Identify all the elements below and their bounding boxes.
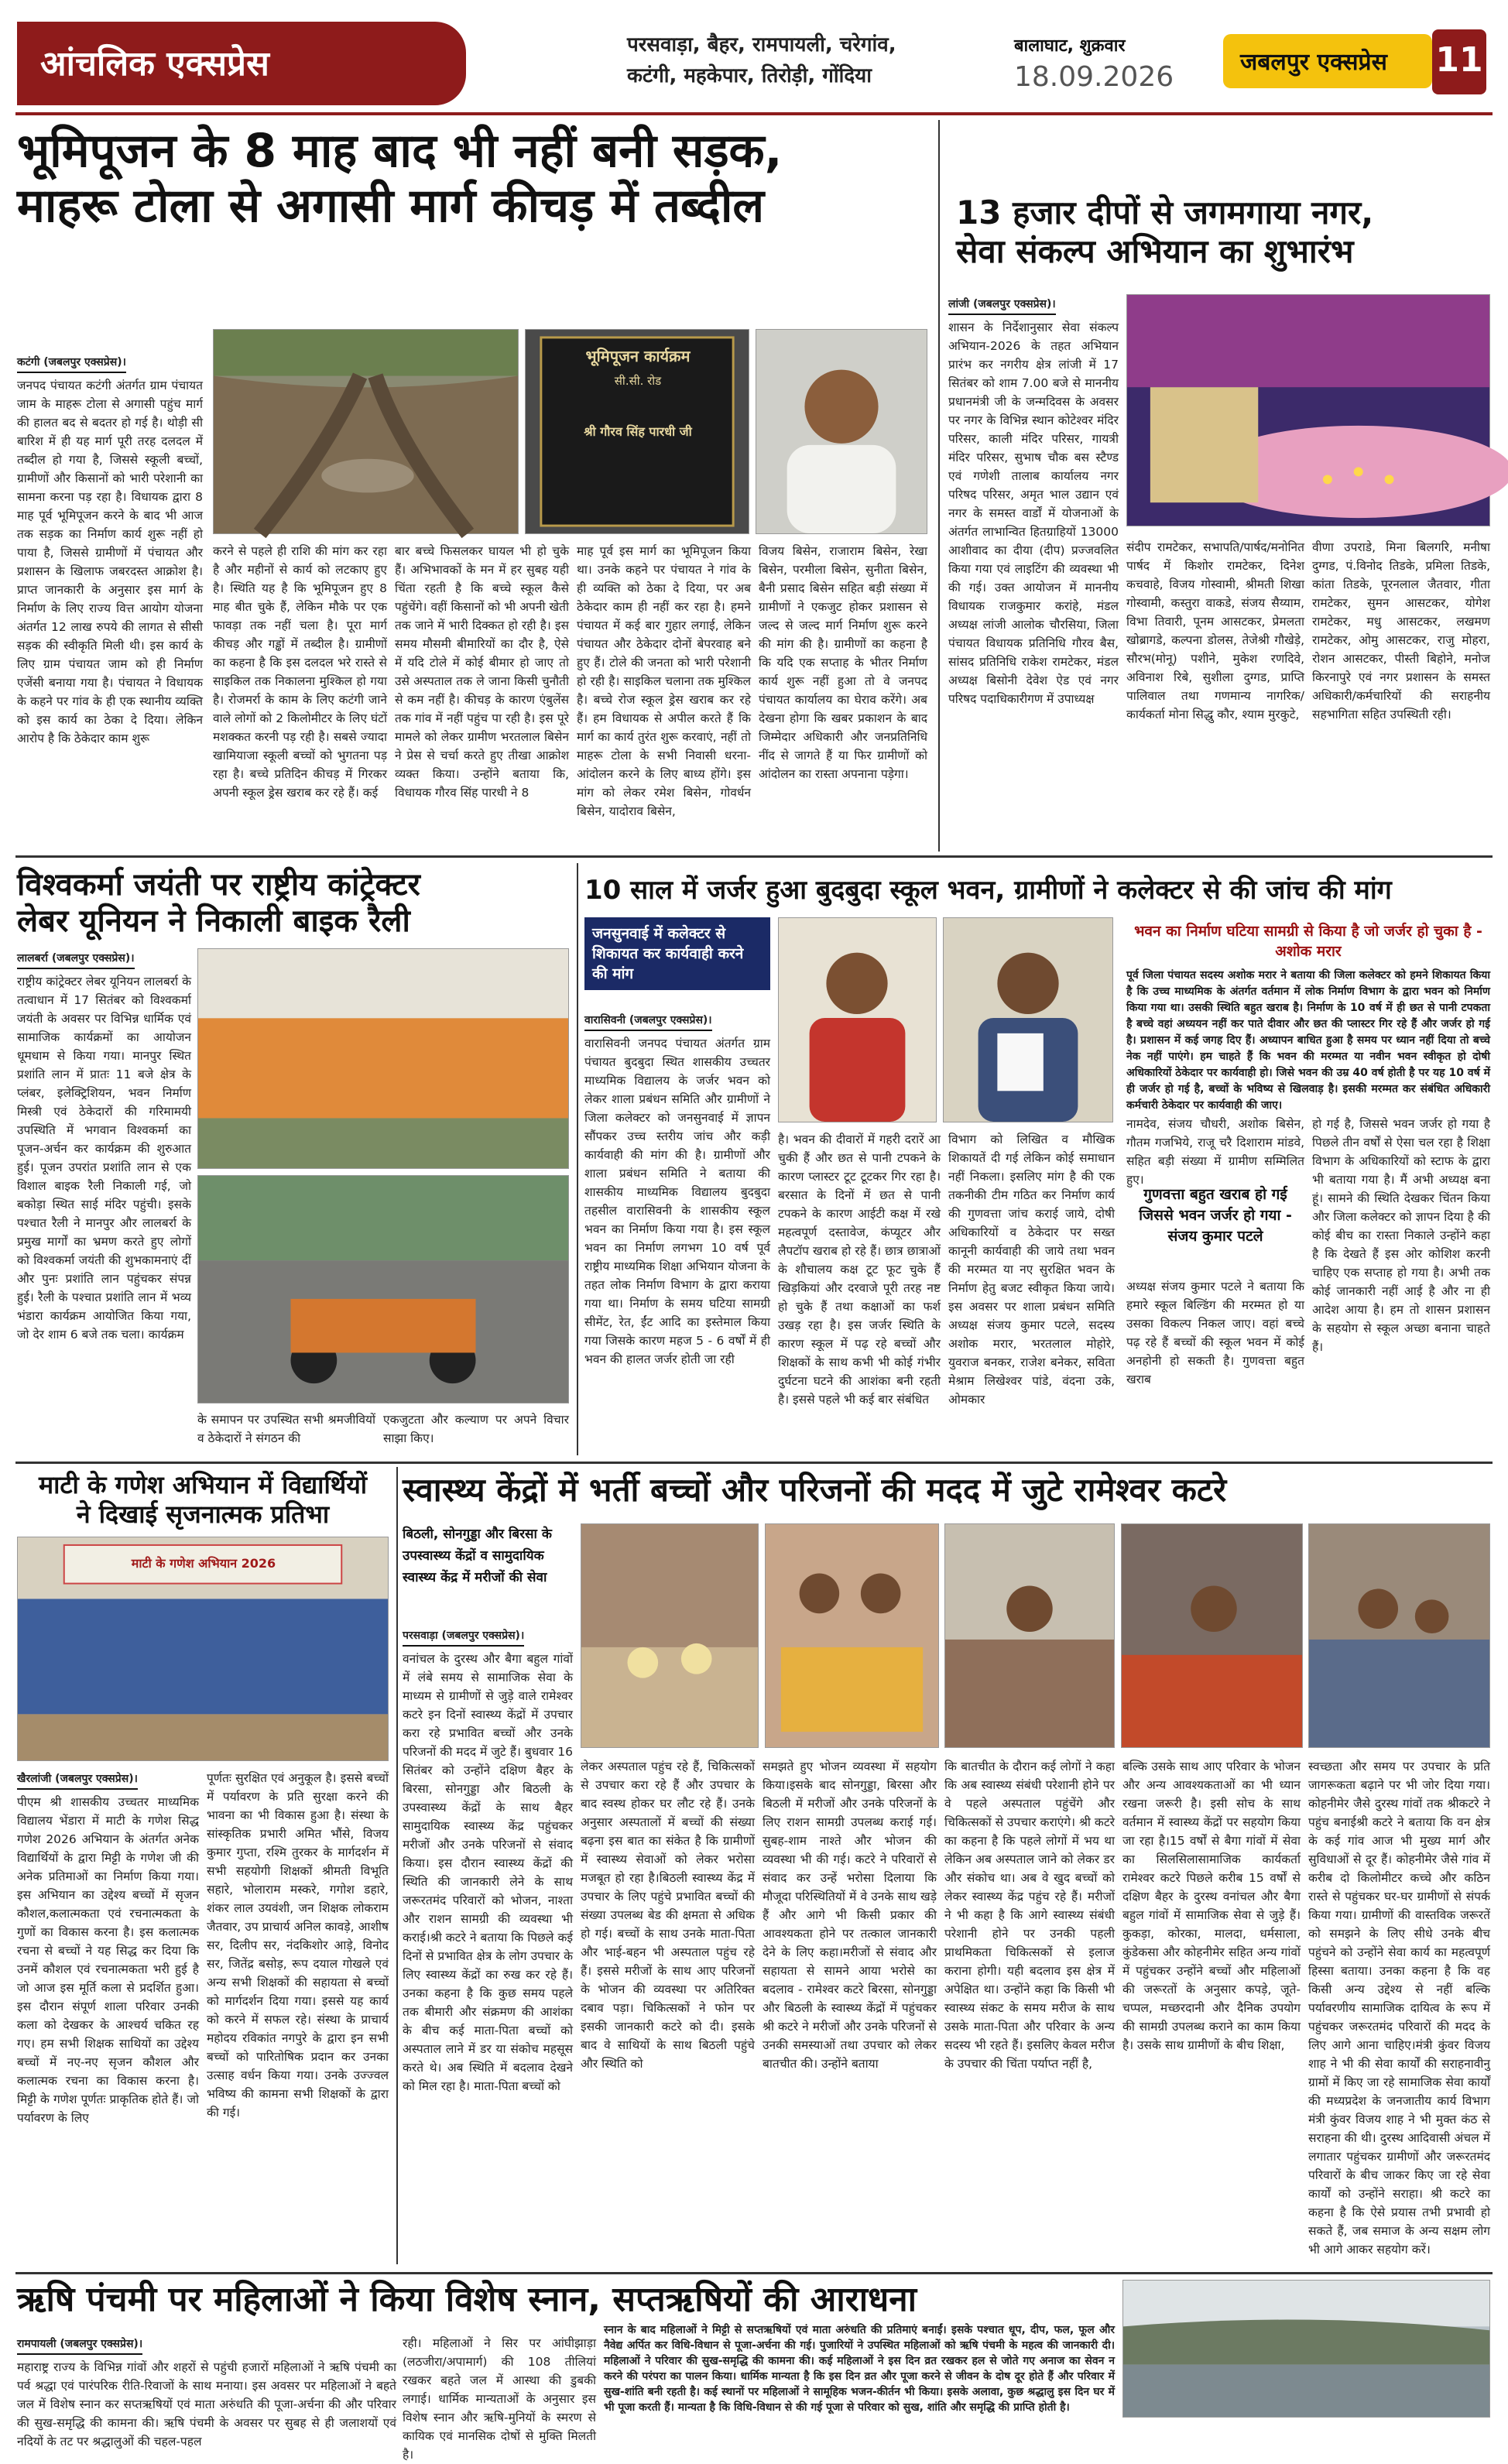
story1-headline-line2: माहरू टोला से अगासी मार्ग कीचड़ में तब्दील (17, 178, 765, 233)
story7-col-3 (604, 2322, 1115, 2419)
story2-col-1 (948, 294, 1119, 848)
health-centre-photo-1 (581, 1523, 759, 1748)
story5-text-2: पूर्णतः सुरक्षित एवं अनुकूल है। इससे बच्चों में पर्यावरण के प्रति सुरक्षा करने की भावना का भी विकास हुआ है। संस्था के सांस्कृतिक प्रभारी अमित भौंसे, विजय कुमार गुप्ता, रश्मि तुरकर के मार्गदर्शन में सभी सहयोगी शिक्षकों श्रीमती विभूति सहारे, भोलाराम मस्करे, गगोश डहारे, शंकर लाल उयवंशी, जन शिक्षक लोकराम जैतवार, उप प्राचार्य अनिल कावड़े, आशीष सर, दिलीप सर, नंदकिशोर आड़े, विनोद सर, जितेंद्र बसोड़, रूप दयाल गोखले एवं अन्य सभी शिक्षकों की सहायता से बच्चों को मार्गदर्शन दिया गया। इससे यह कार्य को करने में सफल रहे। संस्था के प्राचार्य महोदय रविकांत नगपुरे के द्वारा इन सभी बच्चों को पारितोषिक प्रदान कर उनका उत्साह वर्धन किया गया। उनके उज्ज्वल भविष्य की कामना सभी शिक्षकों के द्वारा की गई। (207, 1771, 389, 2120)
story5-col-1 (17, 1769, 199, 2264)
column-divider (396, 1467, 398, 2264)
places-list (627, 29, 991, 91)
story4-subhead-2: गुणवत्ता बहुत खराब हो गई जिससे भवन जर्जर हो गया - संजय कुमार पटले (1139, 1186, 1292, 1245)
story4-headline: 10 साल में जर्जर हुआ बुदबुदा स्कूल भवन, ग्रामीणों ने कलेक्टर से की जांच की मांग (584, 875, 1392, 906)
petitioner-photo-2 (943, 917, 1113, 1122)
diya-lighting-photo (1126, 294, 1490, 526)
story3-headline-line2: लेबर यूनियन ने निकाली बाइक रैली (17, 903, 410, 940)
section-banner (17, 22, 466, 105)
story2-headline-line2: सेवा संकल्प अभियान का शुभारंभ (956, 231, 1354, 270)
dateline-block (1014, 31, 1215, 93)
story4-text-4: नामदेव, संजय चौधरी, अशोक बिसेन, गौतम गजभिये, राजू चरै दिशाराम मांडवे, सहित बड़ी संख्या में ग्रामीण सम्मिलित हुए। (1126, 1117, 1304, 1187)
story3-headline (17, 867, 574, 940)
plaque-line-1: सी.सी. रोड (614, 374, 662, 388)
story4-col-2 (778, 1130, 941, 1455)
story4-text-2: है। भवन की दीवारों में गहरी दरारें आ चुकी हैं और छत से पानी टपकने के कारण प्लास्टर टूट टूटकर गिर रहा है। बरसात के दिनों में छत से पानी टपकने के कारण आईटी कक्ष में रखे महत्वपूर्ण दस्तावेज, कंप्यूटर और लैपटॉप खराब हो रहे हैं। छात्र छात्राओं के शौचालय कक्ष टूट फूट चुके हैं खिड़कियां और दरवाजे पूरी तरह नष्ट हो चुके हैं तथा कक्षाओं का फर्श उखड़ रहा है। इस जर्जर स्थिति के कारण स्कूल में पढ़ रहे बच्चों और शिक्षकों के साथ कभी भी कोई गंभीर दुर्घटना घटने की आशंका बनी रहती है। इससे पहले भी कई बार संबंधित (778, 1133, 941, 1407)
story3-col-2 (197, 1410, 375, 1449)
story6-text-2: लेकर अस्पताल पहुंच रहे हैं, चिकित्सकों से उपचार करा रहे हैं और उपचार के बाद स्वस्थ होकर घर लौट रहे हैं। उनके अनुसार अस्पतालों में बच्चों की संख्या बढ़ना इस बात का संकेत है कि ग्रामीणों में स्वास्थ्य सेवाओं को लेकर भरोसा मजबूत हो रहा है।बिठली स्वास्थ्य केंद्र में उपचार के लिए पहुंचे प्रभावित बच्चों की संख्या उपलब्ध बेड की क्षमता से अधिक हो गई। बच्चों के साथ उनके माता-पिता और भाई-बहन भी अस्पताल पहुंच रहे हैं। इससे मरीजों के साथ आए परिजनों के भोजन की व्यवस्था पर अतिरिक्त दबाव पड़ा। चिकित्सकों ने फोन पर इसकी जानकारी कटरे को दी। इसके बाद वे साथियों के साथ बिठली पहुंचे और स्थिति को (581, 1760, 755, 2071)
story4-box-title: भवन का निर्माण घटिया सामग्री से किया है जो जर्जर हो चुका है - अशोक मरार (1134, 923, 1482, 960)
health-centre-photo-5 (1308, 1523, 1490, 1748)
row-divider (15, 1462, 1493, 1464)
story2-col-3 (1312, 538, 1490, 848)
story2-text-2: संदीप रामटेकर, सभापति/पार्षद/मनोनित पार्षद में किशोर रामटेकर, दिनेश कचवाहे, विजय गोस्वामी, श्रीमती शिखा गोस्वामी, कस्तुरा वाकडे, संजय सैय्याम, विभा तिवारी, पूनम आसटकर, प्रेमलता खोब्रागडे, कल्पना डोलस, तेजेश्री गौखेड़े, सौरभ(मोनू) पशीने, मुकेश रणदिवे, अविनाश रिबे, सुशीला दुग्गड, प्राप्ति पालिवाल तथा गणमान्य नागरिक/कार्यकर्ता मोना सिद्धु कौर, श्याम मुरकुटे, (1126, 540, 1304, 721)
story1-text-3: बार बच्चे फिसलकर घायल भी हो चुके हैं। अभिभावकों के मन में हर सुबह यही चिंता रहती है कि बच्चे स्कूल कैसे पहुंचेंगे। वहीं किसानों को भी अपनी खेती तक जाने में भारी दिक्कत हो रही है। इस समय मौसमी बीमारियों का दौर है, ऐसे में यदि टोले में कोई बीमार हो जाए तो उसे अस्पताल तक ले जाना किसी चुनौती से कम नहीं है। कीचड़ के कारण एंबुलेंस तक गांव में नहीं पहुंच पा रही है। इस पूरे मामले को लेकर ग्रामीण भरतलाल बिसेन ने प्रेस से चर्चा करते हुए तीखा आक्रोश व्यक्त किया। उन्होंने बताया कि, विधायक गौरव सिंह पारधी ने 8 (395, 544, 569, 800)
story2-col-2 (1126, 538, 1304, 848)
story7-text-3: स्नान के बाद महिलाओं ने मिट्टी से सप्तऋषियों एवं माता अरुंधति की प्रतिमाएं बनाईं। इसके पश्चात धूप, दीप, फल, फूल और नैवेद्य अर्पित कर विधि-विधान से पूजा-अर्चना की गई। पुजारियों ने उपस्थित महिलाओं को ऋषि पंचमी के महत्व की जानकारी दी। महिलाओं ने परिवार की सुख-समृद्धि की कामना की। कई महिलाओं ने इस दिन व्रत रखकर हल से जोते गए अनाज का सेवन न करने की परंपरा का पालन किया। धार्मिक मान्यता है कि इस दिन व्रत और पूजा करने से जीवन के दोष दूर होते हैं और परिवार में सुख-शांति बनी रहती है। कई स्थानों पर महिलाओं ने सामूहिक भजन-कीर्तन भी किया। इसके अलावा, कुछ श्रद्धालु इस दिन घर में भी पूजा करती हैं। मान्यता है कि विधि-विधान से की गई पूजा से परिवार को सुख, शांति और समृद्धि की प्राप्ति होती है। (604, 2324, 1115, 2414)
issue-date: 18.09.2026 (1014, 61, 1174, 93)
health-centre-photo-3 (944, 1523, 1115, 1748)
story2-text-3: वीणा उपराडे, मिना बिलगरि, मनीषा दुग्गड, पं.विनोद तिडके, प्रमिला तिडके, कांता तिडके, पूरनलाल जैतवार, गीता रामटेकर, सुमन आसटकर, योगेश रामटेकर, मधु आसटकर, लखमण रामटेकर, ओमु आसटकर, राजु मोहरा, रोशन आसटकर, पीस्ती बिहोने, मनोज किरनापुरे एवं नगर प्रशासन के समस्त अधिकारी/कर्मचारियों की सराहनीय सहभागिता सहित उपस्थिती रही। (1312, 540, 1490, 721)
row-divider (15, 855, 1493, 858)
story5-text-1: पीएम श्री शासकीय उच्चतर माध्यमिक विद्यालय भेंडारा में माटी के गणेश सिद्ध गणेश 2026 अभियान के अंतर्गत अनेक विद्यार्थियों के द्वारा मिट्टी के गणेश जी की अनेक प्रतिमाओं का निर्माण किया गया। इस अभियान का उद्देश्य बच्चों में सृजन कौशल,कलात्मकता एवं रचनात्मकता के गुणों का विकास करना है। इस कलात्मक रचना से बच्चों ने यह सिद्ध कर दिया कि उनमें कौशल एवं रचनात्मकता भरी हुई है जो आज इस मूर्ति कला से प्रदर्शित हुआ। इस दौरान संपूर्ण शाला परिवार उनकी कला को देखकर के आश्चर्य चकित रह गए। हम सभी शिक्षक साथियों का उद्देश्य बच्चों में नए-नए सृजन कौशल और कलात्मक रचना का विकास करना है। मिट्टी के गणेश पूर्णतः प्राकृतिक होते हैं। जो पर्यावरण के लिए (17, 1795, 199, 2125)
union-group-photo (197, 948, 569, 1169)
villager-portrait-photo (756, 329, 927, 534)
story7-col-2 (403, 2334, 596, 2462)
location-day: बालाघाट, शुक्रवार (1014, 36, 1126, 56)
story1-col-3 (395, 542, 569, 848)
column-divider (577, 863, 578, 1455)
story4-col-3 (948, 1130, 1115, 1455)
story2-dateline: लांजी (जबलपुर एक्सप्रेस)। (948, 295, 1056, 315)
row-divider (15, 2272, 1493, 2274)
story1-text-4: माह पूर्व इस मार्ग का भूमिपूजन किया था। उनके कहने पर पंचायत ने गांव के ही व्यक्ति को ठेका दे दिया, पर अब ठेकेदार काम ही नहीं कर रहा है। हमने पंचायत में कई बार गुहार लगाई, लेकिन पंचायत और ठेकेदार दोनों बेपरवाह बने हुए हैं। टोले की जनता को भारी परेशानी हो रही है। साइकिल चलाना तक मुश्किल है। बच्चे रोज स्कूल ड्रेस खराब कर रहे हैं। हम विधायक से अपील करते हैं कि मार्ग का कार्य तुरंत शुरू करवाएं, नहीं तो माहरू टोला के सभी निवासी धरना-आंदोलन करने के लिए बाध्य होंगे। इस मांग को लेकर रमेश बिसेन, गोवर्धन बिसेन, यादोराव बिसेन, (577, 544, 751, 818)
story1-dateline: कटंगी (जबलपुर एक्सप्रेस)। (17, 353, 126, 373)
story4-dateline: वारासिवनी (जबलपुर एक्सप्रेस)। (584, 1011, 712, 1031)
page-number: 11 (1432, 29, 1486, 94)
ganesh-banner-text: माटी के गणेश अभियान 2026 (131, 1556, 276, 1571)
story4-col-5 (1312, 1115, 1490, 1455)
story4-text-1: वारासिवनी जनपद पंचायत अंतर्गत ग्राम पंचायत बुदबुदा स्थित शासकीय उच्चतर माध्यमिक विद्यालय के जर्जर भवन को लेकर शाला प्रबंधन समिति और ग्रामीणों ने जिला कलेक्टर को जनसुनवाई में ज्ञापन सौंपकर उच्च स्तरीय जांच और कड़ी कार्यवाही की मांग की है। ग्रामीणों और शाला प्रबंधन समिति ने बताया की शासकीय माध्यमिक विद्यालय बुदबुदा तहसील वारासिवनी के शासकीय स्कूल भवन का निर्माण किया गया है। इस स्कूल भवन का निर्माण लगभग 10 वर्ष पूर्व राष्ट्रीय माध्यमिक शिक्षा अभियान योजना के तहत लोक निर्माण विभाग के द्वारा कराया गया था। निर्माण के समय घटिया सामग्री सीमेंट, रेत, ईंट आदि का इस्तेमाल किया गया जिसके कारण महज 5 - 6 वर्षों में ही भवन की हालत जर्जर होती जा रही (584, 1037, 770, 1366)
story3-text-1: राष्ट्रीय कांट्रेक्टर लेबर यूनियन लालबर्रा के तत्वाधान में 17 सितंबर को विश्वकर्मा जयंती के अवसर पर विभिन्न धार्मिक एवं सामाजिक कार्यक्रमों का आयोजन धूमधाम से किया गया। मानपुर स्थित प्रशांति लान में प्रातः 11 बजे क्षेत्र के प्लंबर, इलेक्ट्रिशियन, भवन निर्माण मिस्त्री एवं ठेकेदारों की गरिमामयी उपस्थिति में भगवान विश्वकर्मा का पूजन-अर्चन कर कार्यक्रम की शुरुआत हुई। पूजन उपरांत प्रशांति लान से एक विशाल बाइक रैली निकाली गई, जो बकोड़ा स्थित साई मंदिर पहुंची। इसके पश्चात रैली ने मानपुर और लालबर्रा के प्रमुख मार्गों का भ्रमण करते हुए लोगों को विश्वकर्मा जयंती की शुभकामनाएं दीं और पुनः प्रशांति लान पहुंचकर संपन्न हुई। रैली के पश्चात प्रशांति लान में भव्य भंडारा कार्यक्रम आयोजित किया गया, जो देर शाम 6 बजे तक चला। कार्यक्रम (17, 975, 191, 1342)
story6-text-1: वनांचल के दुरस्थ और बैगा बहुल गांवों में लंबे समय से सामाजिक सेवा के माध्यम से ग्रामीणों से जुड़े वाले रामेश्वर कटरे इन दिनों स्वास्थ्य केंद्रों में उपचार करा रहे प्रभावित बच्चों और उनके परिजनों की मदद में जुटे हैं। बुधवार 16 सितंबर को उन्होंने दक्षिण बैहर के बिरसा, सोनगुड्डा और बिठली के उपस्वास्थ्य केंद्रों के साथ बैहर सामुदायिक स्वास्थ्य केंद्र पहुंचकर मरीजों और उनके परिजनों से संवाद किया। इस दौरान स्वास्थ्य केंद्रों की स्थिति की जानकारी लेने के साथ जरूरतमंद परिवारों को भोजन, नाश्ता और राशन सामग्री की व्यवस्था भी कराई।श्री कटरे ने बताया कि पिछले कई दिनों से प्रभावित क्षेत्र के लोग उपचार के लिए स्वास्थ्य केंद्रों का रुख कर रहे हैं। उनका कहना है कि कुछ समय पहले तक बीमारी और संक्रमण की आशंका के बीच कई माता-पिता बच्चों को अस्पताल लाने में डर या संकोच महसूस करते थे। अब स्थिति में बदलाव देखने को मिल रहा है। माता-पिता बच्चों को (403, 1652, 573, 2093)
story6-text-3: समझते हुए भोजन व्यवस्था में सहयोग किया।इसके बाद सोनगुड्डा, बिरसा और बिठली में मरीजों और उनके परिजनों के लिए राशन सामग्री उपलब्ध कराई गई। सुबह-शाम नाश्ते और भोजन की व्यवस्था भी की गई। कटरे ने परिवारों से संवाद कर उन्हें भरोसा दिलाया कि मौजूदा परिस्थितियों में वे उनके साथ खड़े हैं और आगे भी किसी प्रकार की आवश्यकता होने पर तत्काल जानकारी देने के लिए कहा।मरीजों से संवाद और सहायता से सामने आया भरोसे का बदलाव - रामेश्वर कटरे बिरसा, सोनगुड्डा और बिठली के स्वास्थ्य केंद्रों में पहुंचकर श्री कटरे ने मरीजों और उनके परिजनों से उनकी समस्याओं तथा उपचार को लेकर बातचीत की। उन्होंने बताया (763, 1760, 937, 2071)
story6-text-6: स्वच्छता और समय पर उपचार के प्रति जागरूकता बढ़ाने पर भी जोर दिया गया।कोहनीमेर जैसे दुरस्थ गांवों तक श्रीकटरे ने पहुंच बनाईश्री कटरे ने बताया कि वन क्षेत्र के कई गांव आज भी मुख्य मार्ग और सुविधाओं से दूर हैं। कोहनीमेर जैसे गांव में करीब दो किलोमीटर कच्चे और कठिन रास्ते से पहुंचकर घर-घर ग्रामीणों से संपर्क किया गया। ग्रामीणों की वास्तविक जरूरतें को समझने के लिए सीधे उनके बीच पहुंचने को उन्होंने सेवा कार्य का महत्वपूर्ण हिस्सा बताया। उनका कहना है कि वह किसी अन्य उद्देश्य से नहीं बल्कि पर्यावरणीय सामाजिक दायित्व के रूप में पहुंचकर जरूरतमंद परिवारों की मदद के लिए आगे आना चाहिए।मंत्री कुंवर विजय शाह ने भी की सेवा कार्यों की सराहनावीनु ग्रामों में किए जा रहे सामाजिक सेवा कार्यों की मध्यप्रदेश के जनजातीय कार्य विभाग मंत्री कुंवर विजय शाह ने भी मुक्त कंठ से सराहना की थी। दुरस्थ आदिवासी अंचल में लगातार पहुंचकर ग्रामीणों और जरूरतमंद परिवारों के बीच जाकर किए जा रहे सेवा कार्यों को उन्होंने सराहा। श्री कटरे का कहना है कि ऐसे प्रयास तभी प्रभावी हो सकते हैं, जब समाज के अन्य सक्षम लोग भी आगे आकर सहयोग करें। (1308, 1760, 1490, 2257)
story6-col-2 (581, 1757, 755, 2264)
story3-col-3 (383, 1410, 569, 1449)
health-centre-photo-2 (765, 1523, 939, 1748)
story1-text-1: जनपद पंचायत कटंगी अंतर्गत ग्राम पंचायत जाम के माहरू टोला से अगासी पहुंच मार्ग की हालत बद से बदतर हो गई है। थोड़ी सी बारिश में ही यह मार्ग पूरी तरह दलदल में तब्दील हो गया है, जिससे स्कूली बच्चों, ग्रामीणों और किसानों को भारी परेशानी का सामना करना पड़ रहा है। विधायक द्वारा 8 माह पूर्व भूमिपूजन करने के बाद भी आज तक सड़क का निर्माण कार्य शुरू नहीं हो पाया है, जिससे ग्रामीणों में पंचायत और प्रशासन के खिलाफ जबरदस्त आक्रोश है। प्राप्त जानकारी के अनुसार इस मार्ग के निर्माण के लिए राज्य वित्त आयोग योजना अंतर्गत 12 लाख रुपये की लागत से सीसी सड़क की स्वीकृति मिली थी। इस कार्य के लिए ग्राम पंचायत जाम को ही निर्माण एजेंसी बनाया गया है। पंचायत ने विधायक के कहने पर गांव के ही एक स्थानीय व्यक्ति को इस कार्य का ठेका दे दिया। लेकिन आरोप है कि ठेकेदार काम शुरू (17, 379, 203, 745)
story6-col-6 (1308, 1757, 1490, 2264)
petitioner-photo-1 (778, 917, 937, 1122)
story1-headline (17, 124, 931, 234)
places-line-2: कटंगी, महकेपार, तिरोड़ी, गोंदिया (627, 64, 872, 87)
story5-headline-line2: ने दिखाई सृजनात्मक प्रतिभा (76, 1499, 330, 1529)
story1-col-2 (213, 542, 387, 848)
story4-col-1 (584, 1010, 770, 1455)
plaque-title: भूमिपूजन कार्यक्रम (585, 347, 691, 365)
story6-col-1 (403, 1626, 573, 2264)
story5-headline-line1: माटी के गणेश अभियान में विद्यार्थियों (38, 1470, 368, 1499)
story7-text-2: रही। महिलाओं ने सिर पर आंघीझाड़ा (लठजीरा/अपामार्ग) की 108 तीलियां रखकर बहते जल में आस्था की डुबकी लगाई। धार्मिक मान्यताओं के अनुसार इस विशेष स्नान और ऋषि-मुनियों के स्मरण से कायिक एवं मानसिक दोषों से मुक्ति मिलती है। (403, 2336, 596, 2462)
story1-headline-line1: भूमिपूजन के 8 माह बाद भी नहीं बनी सड़क, (17, 124, 783, 178)
story4-box-text: पूर्व जिला पंचायत सदस्य अशोक मरार ने बताया की जिला कलेक्टर को हमने शिकायत किया है कि उच्च माध्यमिक के अंतर्गत वर्तमान में लोक निर्माण विभाग के द्वारा भवन को निर्माण किया गया था। उसकी स्थिति बहुत खराब है। निर्माण के 10 वर्ष में ही छत से पानी टपकता है बच्चे वहां अध्ययन नहीं कर पाते दीवार और छत की प्लास्टर गिर रहे हैं और जर्जर हो गई है। प्रशासन में कई जगह दिए हैं। अध्यापन बाधित हुआ है समय पर ध्यान नहीं दिया तो बच्चे नेक नहीं पाएंगे। हम चाहते हैं कि भवन की मरम्मत या नवीन भवन स्वीकृत हो दोषी अधिकारियों ठेकेदार पर कार्यवाही हो। जिसे भवन की उम्र 40 वर्ष होती है पर यह 10 वर्ष में ही जर्जर हो गई है, बच्चों के भविष्य से खिलवाड़ है। इसकी मरम्मत कर संबंधित अधिकारी कर्मचारी ठेकेदार पर कार्यवाही की जाए। (1126, 969, 1490, 1112)
story4-text-3: विभाग को लिखित व मौखिक शिकायतें दी गई लेकिन कोई समाधान नहीं निकला। इसलिए मांग है की एक तकनीकी टीम गठित कर निर्माण कार्य की गुणवत्ता जांच कराई जाये, दोषी अधिकारियों व ठेकेदार पर सख्त कानूनी कार्यवाही की जाये तथा भवन की मरम्मत या नए सुरक्षित भवन के निर्माण हेतु बजट स्वीकृत किया जाये। इस अवसर पर शाला प्रबंधन समिति अध्यक्ष संजय कुमार पटले, सदस्य अशोक मरार, भरतलाल मोहोरे, युवराज बनकर, राजेश बनेकर, सविता मेश्राम लिखेश्वर पांडे, वंदना उके, ओमकार (948, 1133, 1115, 1407)
story6-text-4: कि बातचीत के दौरान कई लोगों ने कहा कि अब स्वास्थ्य संबंधी परेशानी होने पर वे पहले अस्पताल पहुंचेंगे और चिकित्सकों से उपचार कराएंगे। श्री कटरे का कहना है कि पहले लोगों में भय था लेकिन अब अस्पताल जाने को लेकर डर और संकोच था। अब वे खुद बच्चों को लेकर स्वास्थ्य केंद्र पहुंच रहे हैं। मरीजों ने भी कहा है कि आगे स्वास्थ्य संबंधी परेशानी होने पर उनकी पहली प्राथमिकता चिकित्सकों से इलाज कराना होगी। यही बदलाव इस क्षेत्र में अपेक्षित था। उन्होंने कहा कि किसी भी स्वास्थ्य संकट के समय मरीज के साथ उसके माता-पिता और परिवार के अन्य सदस्य भी रहते हैं। इसलिए केवल मरीज के उपचार की चिंता पर्याप्त नहीं है, (944, 1760, 1115, 2071)
bhoomipujan-plaque-photo (525, 329, 749, 534)
health-centre-photo-4 (1121, 1523, 1303, 1748)
section-title: आंचलिक एक्सप्रेस (40, 44, 269, 84)
story5-headline (17, 1471, 389, 1530)
story2-text-1: शासन के निर्देशानुसार सेवा संकल्प अभियान-2026 के तहत अभियान प्रारंभ कर नगरीय क्षेत्र लांजी में 17 सितंबर को शाम 7.00 बजे से माननीय प्रधानमंत्री जी के जन्मदिवस के अवसर पर नगर के विभिन्न स्थान कोटेश्वर मंदिर परिसर, काली मंदिर परिसर, गायत्री मंदिर परिसर, सुभाष चौक बस स्टैण्ड एवं गणेशी तालाब कार्यालय नगर परिषद परिसर, अमृत भाल उद्यान एवं नगर के समस्त वार्डों में योजनाओं के अंतर्गत लाभान्वित हितग्राहियों 13000 आशीवाद का दीया (दीप) प्रज्जवलित किया गया एवं लाइटिंग की व्यवस्था भी की गई। उक्त आयोजन में माननीय विधायक राजकुमार करांहे, मंडल अध्यक्ष लांजी आलोक चौरसिया, जिला पंचायत विधायक प्रतिनिधि गौरव बैस, सांसद प्रतिनिधि राकेश रामटेकर, मंडल अध्यक्ष बिसोनी देवेश ऐड एवं नगर परिषद पदाधिकारीगण में उपाध्यक्ष (948, 320, 1119, 706)
story7-headline: ऋषि पंचमी पर महिलाओं ने किया विशेष स्नान, सप्तऋषियों की आराधना (17, 2280, 917, 2319)
column-divider (938, 120, 940, 852)
river-bathing-photo (1122, 2280, 1490, 2418)
story2-headline (956, 194, 1490, 270)
story6-text-5: बल्कि उसके साथ आए परिवार के भोजन और अन्य आवश्यकताओं का भी ध्यान रखना जरूरी है। इसी सोच के साथ वर्तमान में स्वास्थ्य केंद्रों पर सहयोग किया जा रहा है।15 वर्षों से बैगा गांवों में सेवा का सिलसिलासामाजिक कार्यकर्ता रामेश्वर कटरे पिछले करीब 15 वर्षों से दक्षिण बैहर के दुरस्थ वनांचल और बैगा बहुल गांवों में सामाजिक सेवा से जुड़े हैं। कुकड़ा, कोरका, मालदा, धर्मसाला, कुंडेकसा और कोहनीमेर सहित अन्य गांवों में पहुंचकर उन्होंने बच्चों और महिलाओं की जरूरतों के अनुसार कपड़े, जूते-चप्पल, मच्छरदानी और दैनिक उपयोग की सामग्री उपलब्ध कराने का काम किया है। उसके साथ ग्रामीणों के बीच शिक्षा, (1122, 1760, 1301, 2052)
story1-col-5 (759, 542, 927, 848)
story5-col-2 (207, 1769, 389, 2264)
story5-dateline: खैरलांजी (जबलपुर एक्सप्रेस)। (17, 1770, 138, 1790)
story7-col-1 (17, 2334, 396, 2449)
story6-col-3 (763, 1757, 937, 2264)
story4-sub2-text: अध्यक्ष संजय कुमार पटले ने बताया कि हमारे स्कूल बिल्डिंग की मरम्मत हो या उसका विकल्प निकल जाए। वहां बच्चे पढ़ रहे हैं बच्चों की स्कूल भवन में कोई अनहोनी हो सकती है। गुणवत्ता बहुत खराब (1126, 1280, 1304, 1386)
story3-text-3: एकजुटता और कल्याण पर अपने विचार साझा किए। (383, 1413, 569, 1445)
story3-dateline: लालबर्रा (जबलपुर एक्सप्रेस)। (17, 949, 135, 969)
story6-headline: स्वास्थ्य केंद्रों में भर्ती बच्चों और परिजनों की मदद में जुटे रामेश्वर कटरे (403, 1471, 1227, 1509)
story3-text-2: के समापन पर उपस्थित सभी श्रमजीवियों व ठेकेदारों ने संगठन की (197, 1413, 375, 1445)
story1-col-4 (577, 542, 751, 848)
story1-text-2: करने से पहले ही राशि की मांग कर रहा है और महीनों से कार्य को लटकाए हुए है। स्थिति यह है कि भूमिपूजन हुए 8 माह बीत चुके हैं, लेकिन मौके पर एक फावड़ा तक नहीं चला है। पूरा मार्ग कीचड़ और गड्ढों में तब्दील है। ग्रामीणों का कहना है कि इस दलदल भरे रास्ते से साइकिल तक निकालना मुश्किल हो गया है। रोजमर्रा के काम के लिए कटंगी जाने वाले लोगों को 2 किलोमीटर के लिए घंटों मशक्कत करनी पड़ रही है। सबसे ज्यादा खामियाजा स्कूली बच्चों को भुगतना पड़ रहा है। बच्चे प्रतिदिन कीचड़ में गिरकर अपनी स्कूल ड्रेस खराब कर रहे हैं। कई (213, 544, 387, 800)
plaque-line-2: श्री गौरव सिंह पारधी जी (584, 424, 692, 439)
ganesh-idol-students-photo (17, 1537, 389, 1761)
story3-col-1 (17, 948, 191, 1444)
story6-col-5 (1122, 1757, 1301, 2264)
story3-headline-line1: विश्वकर्मा जयंती पर राष्ट्रीय कांट्रेक्टर (17, 867, 420, 903)
header-rule (15, 112, 1493, 115)
muddy-road-photo (213, 329, 519, 534)
bike-rally-photo (197, 1175, 569, 1403)
story2-headline-line1: 13 हजार दीपों से जगमगाया नगर, (956, 194, 1374, 231)
story1-col-1 (17, 352, 203, 848)
story4-text-5: हो गई है, जिससे भवन जर्जर हो गया है पिछले तीन वर्षों से ऐसा चल रहा है शिक्षा विभाग के अधिकारियों को स्टाफ के द्वारा भी बताया गया है। मैं अभी अध्यक्ष बना हूं। सामने की स्थिति देखकर चिंतन किया और जिला कलेक्टर को ज्ञापन दिया है की कोई बीच का रास्ता निकाले उन्होंने कहा है कि देखते हैं इस ओर कोशिश करनी चाहिए एक सप्ताह हो गया है। अभी तक कोई जानकारी नहीं आई है और ना ही आदेश आया है। हम तो शासन प्रशासन के सहयोग से स्कूल अच्छा बनाना चाहते हैं। (1312, 1117, 1490, 1354)
story6-dateline: परसवाड़ा (जबलपुर एक्सप्रेस)। (403, 1626, 524, 1647)
story7-text-1: महाराष्ट्र राज्य के विभिन्न गांवों और शहरों से पहुंची हजारों महिलाओं ने ऋषि पंचमी का पर्व श्रद्धा एवं पारंपरिक रीति-रिवाजों के साथ मनाया। इस अवसर पर महिलाओं ने बहते जल में विशेष स्नान कर सप्तऋषियों एवं माता अरुंधति की पूजा-अर्चना की और परिवार की सुख-समृद्धि की कामना की। ऋषि पंचमी के अवसर पर सुबह से ही जलाशयों एवं नदियों के तट पर श्रद्धालुओं की चहल-पहल (17, 2360, 396, 2449)
edition-badge: जबलपुर एक्सप्रेस (1223, 34, 1432, 88)
story6-col-4 (944, 1757, 1115, 2264)
story7-dateline: रामपायली (जबलपुर एक्सप्रेस)। (17, 2335, 142, 2355)
story6-subhead: बिठली, सोनगुड्डा और बिरसा के उपस्वास्थ्य केंद्रों व सामुदायिक स्वास्थ्य केंद्र में मरीजों की सेवा (403, 1527, 552, 1585)
story4-col-4 (1126, 1115, 1304, 1187)
story4-subhead: जनसुनवाई में कलेक्टर से शिकायत कर कार्यवाही करने की मांग (584, 917, 770, 990)
story1-text-5: विजय बिसेन, राजाराम बिसेन, रेखा बिसेन, परमीला बिसेन, सुनीता बिसेन, बैनी प्रसाद बिसेन सहित बड़ी संख्या में ग्रामीणों ने एकजुट होकर प्रशासन से जल्द से जल्द मार्ग निर्माण शुरू करने की मांग की है। ग्रामीणों का कहना है कि यदि एक सप्ताह के भीतर निर्माण कार्य शुरू नहीं हुआ तो वे जनपद पंचायत कार्यालय का घेराव करेंगे। अब देखना होगा कि खबर प्रकाशन के बाद जिम्मेदार अधिकारी और जनप्रतिनिधि नींद से जागते हैं या फिर ग्रामीणों को आंदोलन का रास्ता अपनाना पड़ेगा। (759, 544, 927, 781)
places-line-1: परसवाड़ा, बैहर, रामपायली, चरेगांव, (627, 33, 896, 57)
